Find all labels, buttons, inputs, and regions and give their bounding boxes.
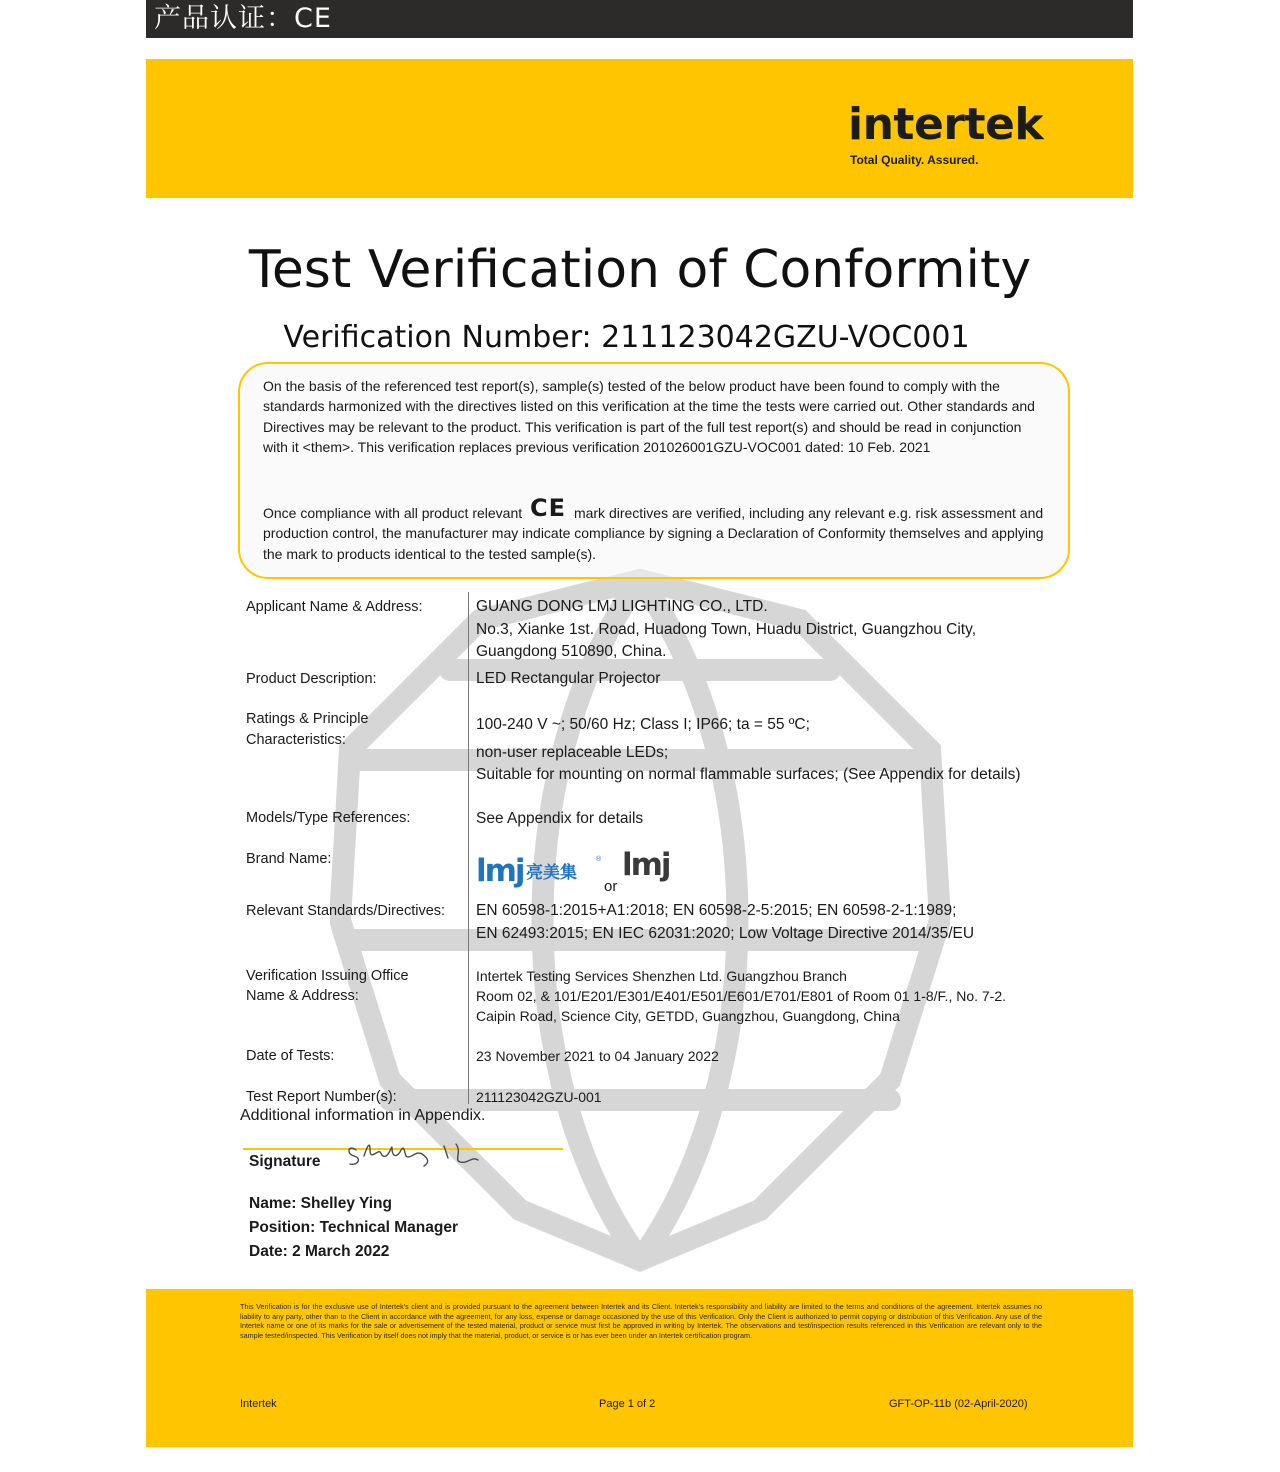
test-dates-value: 23 November 2021 to 04 January 2022	[476, 1048, 719, 1064]
product-value: LED Rectangular Projector	[476, 670, 661, 687]
applicant-name: GUANG DONG LMJ LIGHTING CO., LTD.	[476, 598, 768, 615]
notice-text-before-mark: Once compliance with all product relevant	[263, 505, 523, 521]
brand-logos	[476, 847, 696, 900]
page-number: Page 1 of 2	[599, 1398, 656, 1410]
logo-wordmark: intertek	[848, 99, 1044, 150]
models-value: See Appendix for details	[476, 810, 644, 827]
signature-label: Signature	[249, 1153, 321, 1170]
standards-value-line-1: EN 60598-1:2015+A1:2018; EN 60598-2-5:2015; EN 60598-2-1:1989;	[476, 902, 957, 919]
lmj-brand-logo: lmj	[476, 853, 524, 889]
lmj-alternate-logo: lmj	[622, 847, 670, 883]
form-code: GFT-OP-11b (02-April-2020)	[889, 1398, 1028, 1410]
applicant-address-line-1: No.3, Xianke 1st. Road, Huadong Town, Huadu District, Guangzhou City,	[476, 621, 977, 638]
standards-label: Relevant Standards/Directives:	[246, 903, 446, 919]
brand-label: Brand Name:	[246, 851, 332, 867]
certification-title: 产品认证：CE	[154, 3, 332, 34]
additional-info-note: Additional information in Appendix.	[240, 1107, 486, 1124]
ratings-label-line-1: Ratings & Principle	[246, 711, 369, 727]
logo-tagline: Total Quality. Assured.	[850, 153, 979, 167]
ratings-label-line-2: Characteristics:	[246, 732, 346, 748]
ratings-value-line-2: non-user replaceable LEDs;	[476, 744, 669, 761]
applicant-label: Applicant Name & Address:	[246, 599, 423, 615]
signer-position: Position: Technical Manager	[249, 1219, 459, 1236]
standards-value-line-2: EN 62493:2015; EN IEC 62031:2020; Low Voltage Directive 2014/35/EU	[476, 925, 975, 942]
ratings-value-line-3: Suitable for mounting on normal flammable surfaces; (See Appendix for details)	[476, 766, 1021, 783]
office-value-line-3: Caipin Road, Science City, GETDD, Guangzhou, Guangdong, China	[476, 1008, 900, 1024]
document-title: Test Verification of Conformity	[248, 240, 1032, 300]
signer-name: Name: Shelley Ying	[249, 1195, 392, 1212]
test-dates-label: Date of Tests:	[246, 1048, 335, 1064]
office-label-line-2: Name & Address:	[246, 988, 359, 1004]
ratings-value-line-1: 100-240 V ~; 50/60 Hz; Class I; IP66; ta = 55 ºC;	[476, 716, 810, 733]
office-value-line-2: Room 02, & 101/E201/E301/E401/E501/E601/E701/E801 of Room 01 1-8/F., No. 7-2.	[476, 988, 1007, 1004]
footer-band	[146, 1289, 1133, 1447]
models-label: Models/Type References:	[246, 810, 411, 826]
product-label: Product Description:	[246, 671, 377, 687]
legal-disclaimer: This Verification is for the exclusive use of Intertek's client and is provided pursuant to the agreement between Intertek and its Client. Intertek's responsibility and liability are limited to the terms and conditions of the agreement. Intertek assumes no liability to any party, other than to the Client in accordance with the agreement, for any loss, expense or damage occasioned by the use of this Verification. Only the Client is authorized to permit copying or distribution of this Verification. Any use of the Intertek name or one of its marks for the sale or advertisement of the tested material, product or service must first be approved in writing by Intertek. The observations and test/inspection results referenced in this Verification are relevant only to the sample tested/inspected. This Verification by itself does not imply that the material, product, or service is or has ever been under an Intertek certification program.	[240, 1302, 1042, 1340]
lmj-chinese-brand-name: 亮美集	[526, 863, 577, 883]
intertek-logo	[848, 100, 1048, 170]
footer-company: Intertek	[240, 1398, 277, 1410]
certification-title-bar	[146, 0, 1133, 38]
office-label-line-1: Verification Issuing Office	[246, 968, 409, 984]
registered-mark: ®	[596, 856, 602, 863]
report-number-value: 211123042GZU-001	[476, 1089, 602, 1105]
brand-or-text: or	[604, 878, 618, 895]
signature-date: Date: 2 March 2022	[249, 1243, 390, 1260]
applicant-address-line-2: Guangdong 510890, China.	[476, 643, 667, 660]
notice-paragraph-2	[263, 494, 1049, 564]
notice-paragraph-1: On the basis of the referenced test report(s), sample(s) tested of the below product have been found to comply with the standards harmonized with the directives listed on this verification at the time the tests were carried out. Other standards and Directives may be relevant to the product. This verification is part of the full test report(s) and should be read in conjunction with it <them>. This verification replaces previous verification 201026001GZU-VOC001 dated: 10 Feb. 2021	[263, 378, 1035, 455]
report-number-label: Test Report Number(s):	[246, 1089, 397, 1105]
handwritten-signature-icon	[344, 1136, 494, 1172]
verification-number: Verification Number: 211123042GZU-VOC001	[283, 320, 970, 355]
notice-text-after-mark: mark directives are verified, including any relevant e.g. risk assessment and production control, the manufacturer may indicate compliance by signing a Declaration of Conformity themselves and applying the mark to products identical to the tested sample(s).	[263, 505, 1044, 562]
compliance-notice-box	[238, 362, 1070, 579]
field-divider	[468, 592, 469, 1104]
ce-mark-icon: CE	[530, 494, 567, 522]
office-value-line-1: Intertek Testing Services Shenzhen Ltd. Guangzhou Branch	[476, 968, 847, 984]
